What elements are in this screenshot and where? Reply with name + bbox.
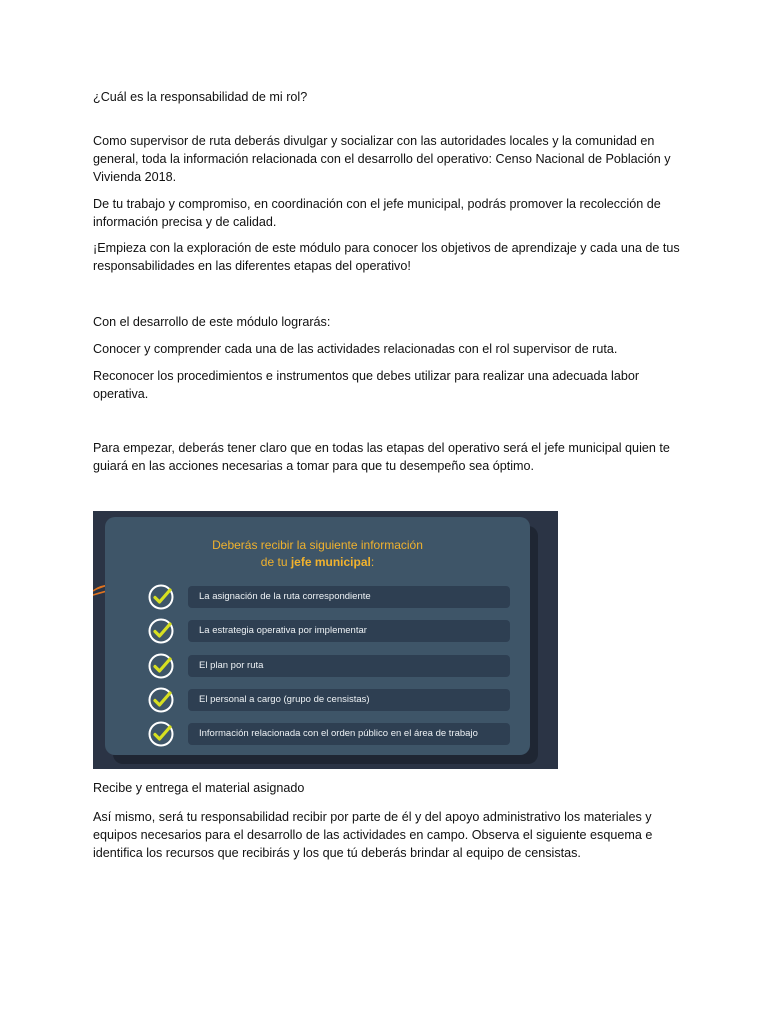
graphic-title-suffix: :	[370, 555, 375, 569]
graphic-title-prefix: de tu	[260, 555, 291, 569]
graphic-item-label: La asignación de la ruta correspondiente	[188, 586, 510, 608]
checkmark-circle-icon	[147, 617, 175, 645]
commitment-paragraph: De tu trabajo y compromiso, en coordinación con el jefe municipal, podrás promover la recolección de información precisa y de calidad.	[93, 197, 661, 229]
checkmark-circle-icon	[147, 686, 175, 714]
info-graphic	[93, 511, 558, 769]
page-heading: ¿Cuál es la responsabilidad de mi rol?	[93, 90, 308, 104]
graphic-item-label: Información relacionada con el orden público en el área de trabajo	[188, 723, 510, 745]
objective-item: Reconocer los procedimientos e instrumentos que debes utilizar para realizar una adecuada labor operativa.	[93, 369, 640, 401]
graphic-title-line1: Deberás recibir la siguiente información	[212, 538, 423, 552]
graphic-list-item	[133, 650, 513, 684]
exploration-paragraph: ¡Empieza con la exploración de este módulo para conocer los objetivos de aprendizaje y cada una de tus responsabilidades en las diferentes etapas del operativo!	[93, 241, 680, 273]
section-heading: Recibe y entrega el material asignado	[93, 781, 305, 795]
graphic-title	[105, 537, 530, 571]
graphic-list-item	[133, 581, 513, 615]
graphic-card	[105, 517, 530, 755]
graphic-item-label: El plan por ruta	[188, 655, 510, 677]
graphic-title-line2	[105, 554, 530, 571]
checkmark-circle-icon	[147, 583, 175, 611]
graphic-list-item	[133, 684, 513, 718]
graphic-title-bold: jefe municipal	[290, 555, 371, 569]
graphic-item-label: La estrategia operativa por implementar	[188, 620, 510, 642]
graphic-list-item	[133, 718, 513, 752]
materials-paragraph: Así mismo, será tu responsabilidad recibir por parte de él y del apoyo administrativo los materiales y equipos necesarios para el desarrollo de las actividades en campo. Observa el siguiente esquema e identifica los recursos que recibirás y los que tú deberás brindar al equipo de censistas.	[93, 810, 653, 860]
objectives-intro: Con el desarrollo de este módulo lograrás:	[93, 315, 331, 329]
checkmark-circle-icon	[147, 720, 175, 748]
objective-item: Conocer y comprender cada una de las actividades relacionadas con el rol supervisor de ruta.	[93, 342, 618, 356]
checkmark-circle-icon	[147, 652, 175, 680]
graphic-item-label: El personal a cargo (grupo de censistas)	[188, 689, 510, 711]
guidance-paragraph: Para empezar, deberás tener claro que en todas las etapas del operativo será el jefe municipal quien te guiará en las acciones necesarias a tomar para que tu desempeño sea óptimo.	[93, 441, 670, 473]
intro-paragraph: Como supervisor de ruta deberás divulgar y socializar con las autoridades locales y la comunidad en general, toda la información relacionada con el desarrollo del operativo: Censo Nacional de Población y Vivienda 2018.	[93, 134, 671, 184]
graphic-list-item	[133, 615, 513, 649]
